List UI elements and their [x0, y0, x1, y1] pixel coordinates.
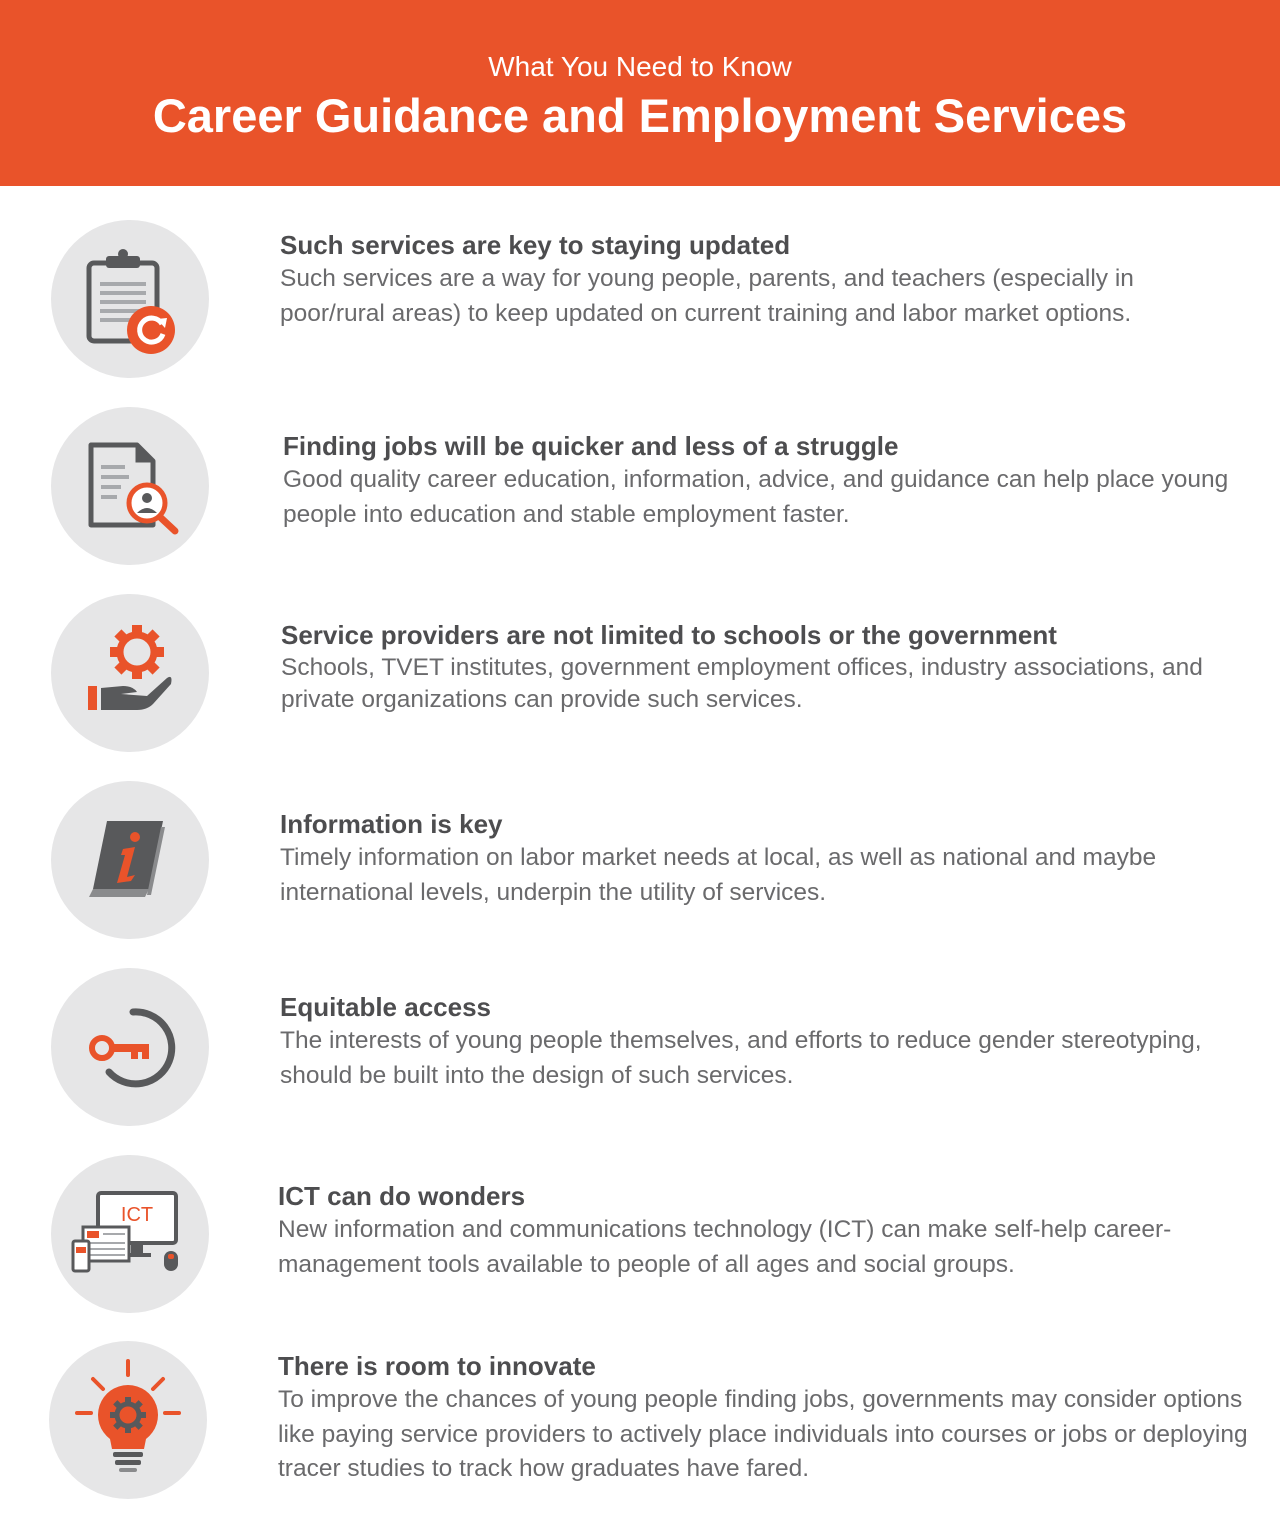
item-body: To improve the chances of young people finding jobs, governments may consider options like paying service providers to actively place individuals into courses or jobs or deploying tracer studies to track how graduates have fared. [278, 1386, 1248, 1482]
icon-circle [51, 968, 209, 1126]
clipboard-refresh-icon [51, 220, 209, 378]
item-heading: Such services are key to staying updated [280, 230, 791, 260]
document-search-icon [51, 407, 209, 565]
item-heading: Equitable access [280, 992, 491, 1022]
icon-circle [51, 220, 209, 378]
icon-circle [51, 1155, 209, 1313]
item-heading: Information is key [280, 809, 503, 839]
icon-circle [49, 1341, 207, 1499]
item-body: Timely information on labor market needs at local, as well as national and maybe international levels, underpin the utility of services. [280, 844, 1157, 906]
ict-devices-icon [51, 1155, 209, 1313]
item-body: Schools, TVET institutes, government employment offices, industry associations, and private organizations can provide such services. [281, 654, 1203, 713]
item-heading: Finding jobs will be quicker and less of a struggle [283, 431, 899, 461]
icon-circle [51, 594, 209, 752]
item-body: Good quality career education, information, advice, and guidance can help place young people into education and stable employment faster. [283, 466, 1229, 528]
item-heading: ICT can do wonders [278, 1181, 526, 1211]
item-heading: There is room to innovate [278, 1351, 596, 1381]
hand-gear-icon [51, 594, 209, 752]
ict-icon-label: ICT [120, 1204, 154, 1226]
page-header [0, 0, 1280, 186]
icon-circle [51, 407, 209, 565]
info-book-icon [51, 781, 209, 939]
lightbulb-gear-icon [49, 1341, 207, 1499]
page-subtitle: What You Need to Know [488, 51, 792, 82]
item-body: The interests of young people themselves, and efforts to reduce gender stereotyping, should be built into the design of such services. [280, 1027, 1202, 1089]
key-icon [51, 968, 209, 1126]
item-body: New information and communications technology (ICT) can make self-help career-management tools available to people of all ages and social groups. [278, 1216, 1172, 1278]
icon-circle [51, 781, 209, 939]
item-body: Such services are a way for young people, parents, and teachers (especially in poor/rural areas) to keep updated on current training and labor market options. [280, 265, 1134, 327]
page-title: Career Guidance and Employment Services [152, 89, 1128, 142]
item-heading: Service providers are not limited to schools or the government [281, 620, 1057, 650]
